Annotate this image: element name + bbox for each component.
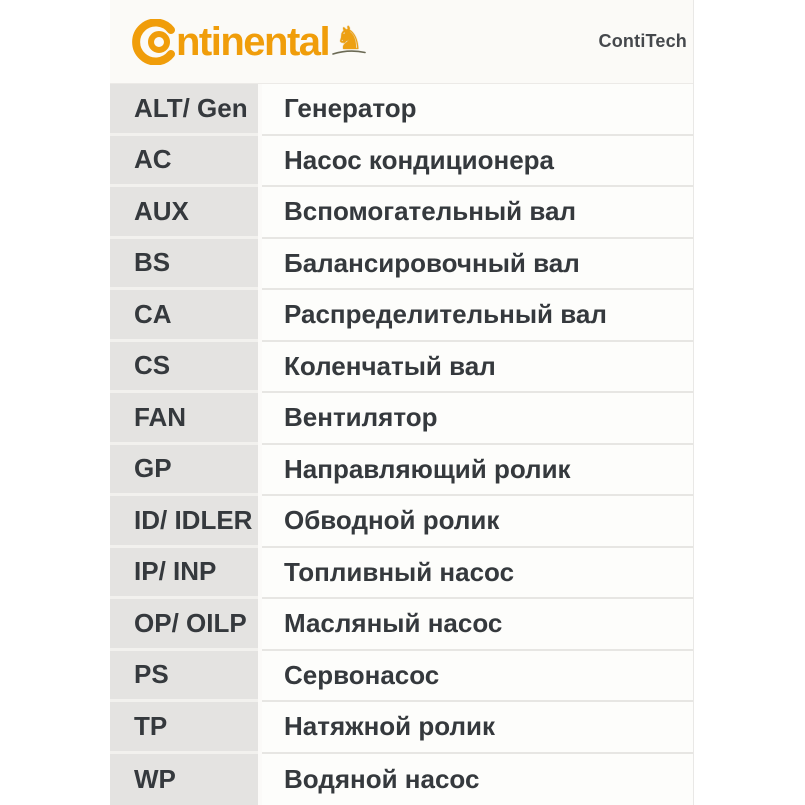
description-cell: Водяной насос: [262, 754, 693, 805]
horse-ground-swoosh: [331, 49, 367, 56]
abbreviation-code-cell: IP/ INP: [110, 548, 258, 600]
abbreviation-code-cell: TP: [110, 702, 258, 754]
abbreviation-code-cell: BS: [110, 239, 258, 291]
description-cell: Насос кондиционера: [262, 136, 693, 188]
table-row: [110, 754, 693, 805]
table-row: [110, 84, 693, 136]
continental-logo: [132, 19, 367, 65]
abbreviation-legend-table: [110, 84, 693, 805]
abbreviation-code-cell: CA: [110, 290, 258, 342]
table-row: [110, 651, 693, 703]
abbreviation-code-cell: AC: [110, 136, 258, 188]
table-row: [110, 599, 693, 651]
abbreviation-code-cell: AUX: [110, 187, 258, 239]
table-row: [110, 548, 693, 600]
description-cell: Распределительный вал: [262, 290, 693, 342]
description-cell: Натяжной ролик: [262, 702, 693, 754]
description-cell: Вспомогательный вал: [262, 187, 693, 239]
content-card: [110, 0, 694, 805]
abbreviation-code-cell: PS: [110, 651, 258, 703]
table-row: [110, 393, 693, 445]
table-row: [110, 496, 693, 548]
table-row: [110, 187, 693, 239]
abbreviation-code-cell: OP/ OILP: [110, 599, 258, 651]
abbreviation-code-cell: ALT/ Gen: [110, 84, 258, 136]
description-cell: Направляющий ролик: [262, 445, 693, 497]
table-row: [110, 342, 693, 394]
table-row: [110, 239, 693, 291]
table-row: [110, 702, 693, 754]
rearing-horse-icon: ♞: [331, 22, 367, 56]
abbreviation-code-cell: CS: [110, 342, 258, 394]
description-cell: Генератор: [262, 84, 693, 136]
brand-header: [110, 0, 693, 84]
table-row: [110, 136, 693, 188]
description-cell: Обводной ролик: [262, 496, 693, 548]
logo-wordmark: ntinental: [176, 19, 330, 64]
abbreviation-code-cell: ID/ IDLER: [110, 496, 258, 548]
division-label: ContiTech: [598, 31, 687, 51]
description-cell: Сервонасос: [262, 651, 693, 703]
description-cell: Топливный насос: [262, 548, 693, 600]
table-row: [110, 445, 693, 497]
table-row: [110, 290, 693, 342]
continental-c-o-mark-icon: [132, 19, 178, 65]
description-cell: Вентилятор: [262, 393, 693, 445]
abbreviation-code-cell: GP: [110, 445, 258, 497]
abbreviation-code-cell: WP: [110, 754, 258, 805]
description-cell: Балансировочный вал: [262, 239, 693, 291]
description-cell: Масляный насос: [262, 599, 693, 651]
description-cell: Коленчатый вал: [262, 342, 693, 394]
abbreviation-code-cell: FAN: [110, 393, 258, 445]
